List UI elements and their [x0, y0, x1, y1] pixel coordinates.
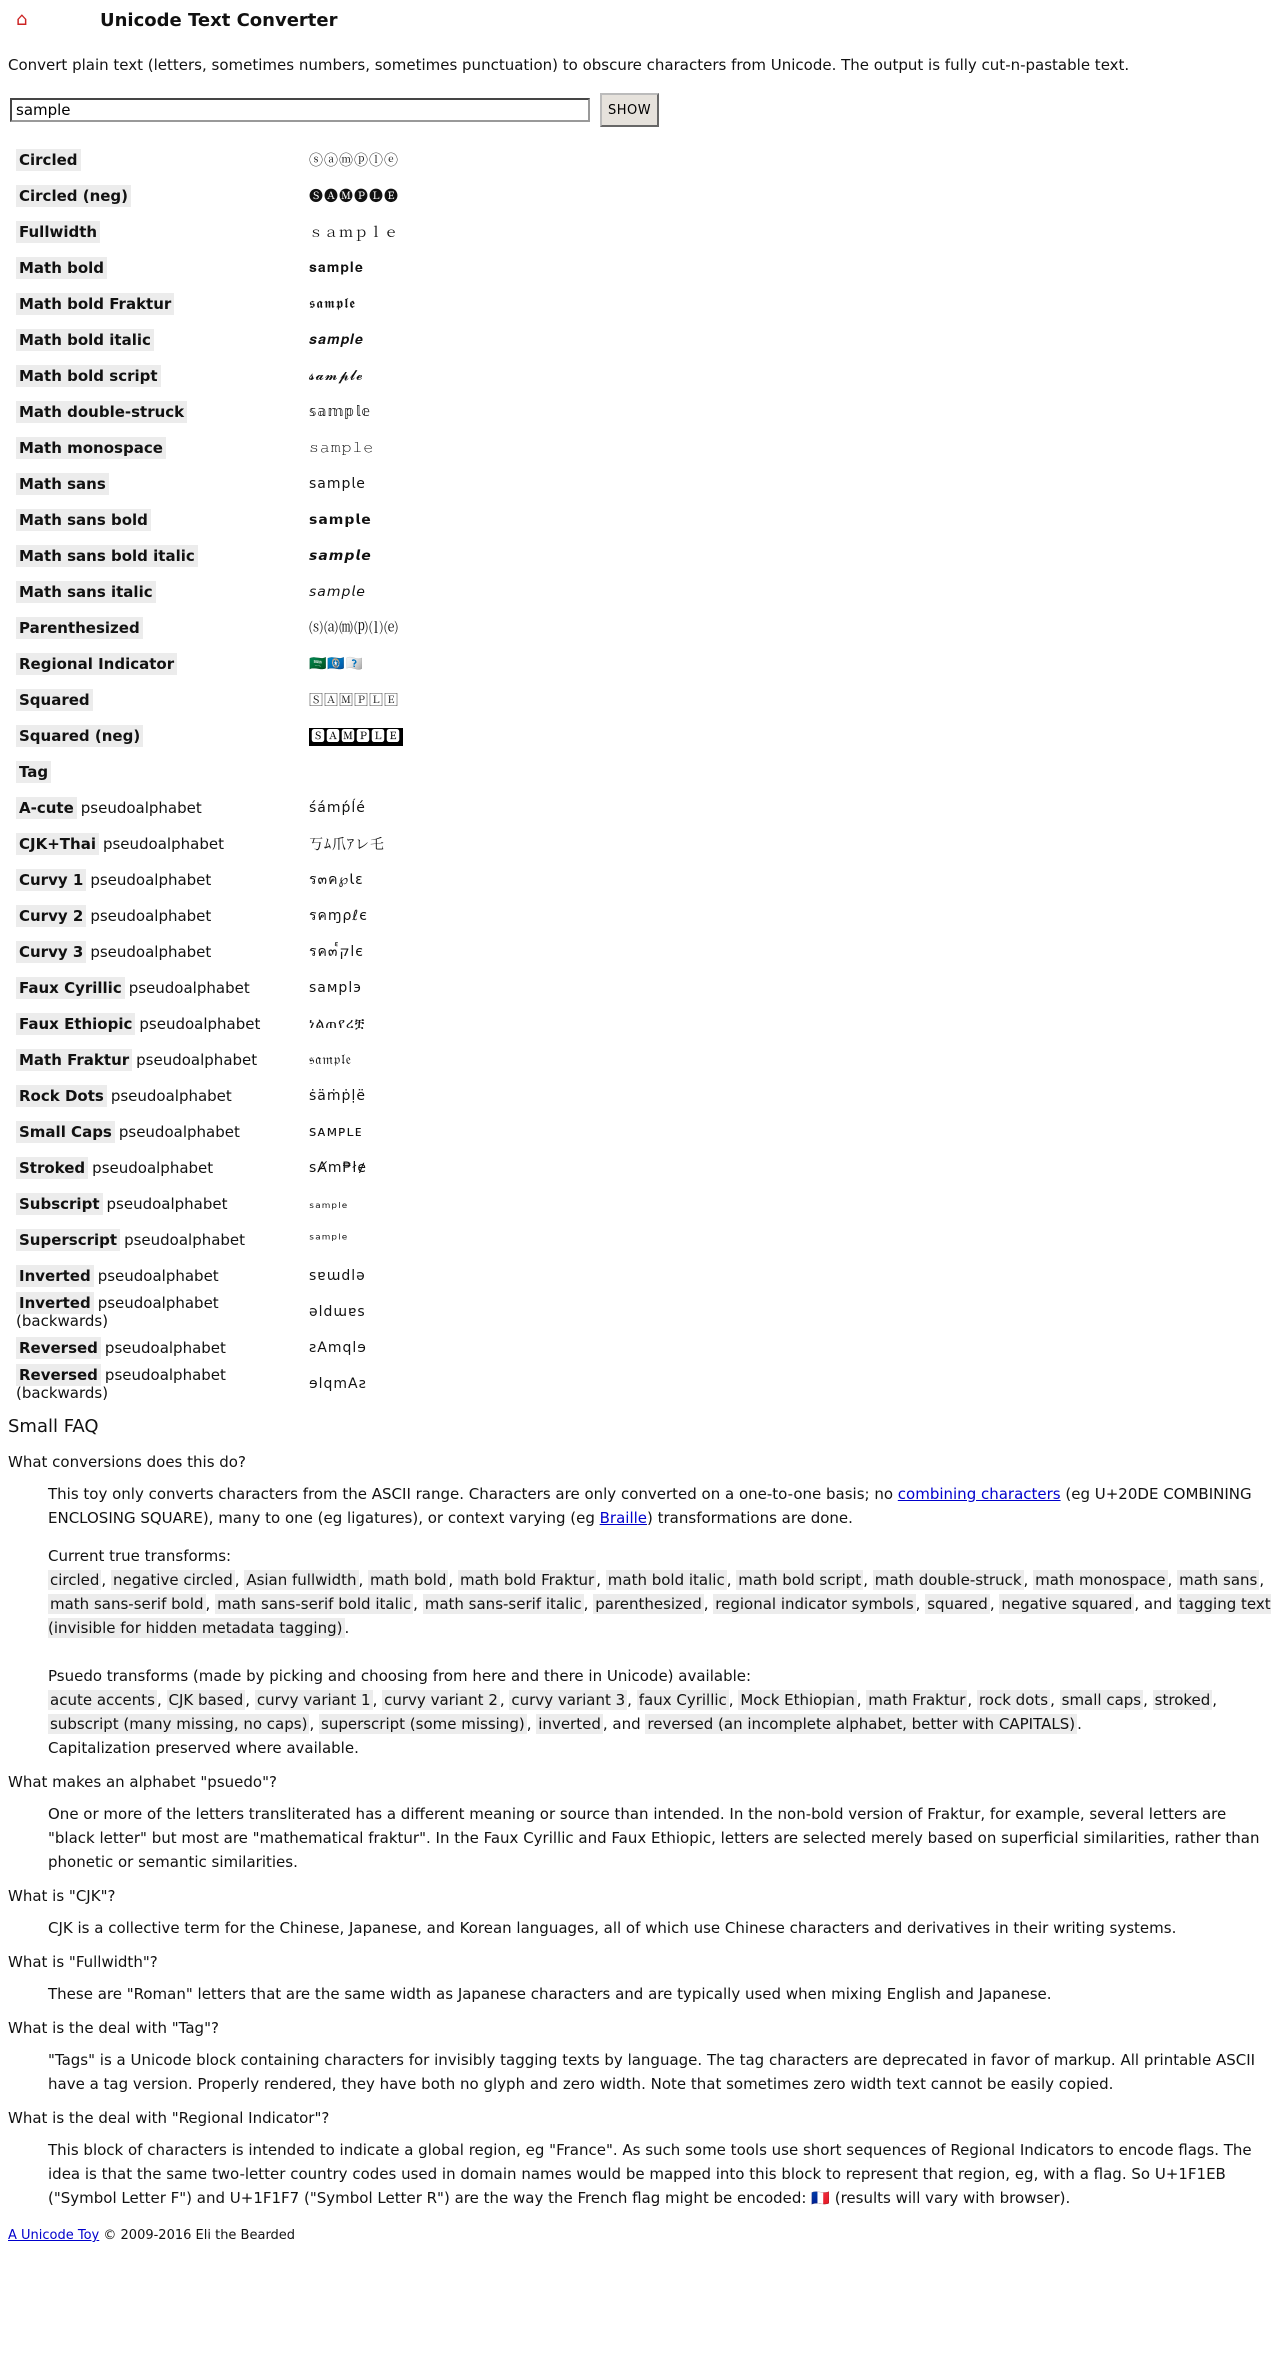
- result-output-cell: [309, 466, 403, 502]
- result-label: Math double-struck: [16, 401, 187, 423]
- result-row: [8, 646, 403, 682]
- result-row: [8, 1294, 403, 1330]
- transform-chip: faux Cyrillic: [638, 1691, 727, 1709]
- result-output[interactable]: 🆂🅰🅼🅿🅻🅴: [311, 729, 401, 745]
- transform-chip: circled: [50, 1571, 100, 1589]
- result-label-cell: [8, 1222, 309, 1258]
- faq-answer: One or more of the letters transliterated has a different meaning or source than intended. In the non-bold version of Fraktur, for example, several letters are "black letter" but most are "mathematical fraktur". In the Faux Cyrillic and Faux Ethiopic, letters are selected merely based on superficial similarities, rather than phonetic or semantic similarities.: [48, 1805, 1260, 1871]
- result-row: [8, 1222, 403, 1258]
- braille-link[interactable]: Braille: [599, 1509, 648, 1527]
- result-output[interactable]: รคɱρℓє: [309, 908, 368, 924]
- result-label-suffix: pseudoalphabet: [106, 1195, 228, 1213]
- result-label-cell: [8, 934, 309, 970]
- result-row: [8, 502, 403, 538]
- result-label-suffix: pseudoalphabet (backwards): [16, 1366, 226, 1402]
- combining-characters-link[interactable]: combining characters: [897, 1485, 1061, 1503]
- faq-answer: "Tags" is a Unicode block containing characters for invisibly tagging texts by language. The tag characters are deprecated in favor of markup. All printable ASCII have a tag version. Properly rendered, they have both no glyph and zero width. Note that sometimes zero width text cannot be easily copied.: [48, 2051, 1256, 2093]
- result-label: Circled (neg): [16, 185, 131, 207]
- result-label: Curvy 1: [16, 869, 86, 891]
- result-output[interactable]: 𝐬𝐚𝐦𝐩𝐥𝐞: [309, 260, 364, 276]
- faq-answer-paragraph: [48, 1482, 1272, 1530]
- result-output[interactable]: 𝘴𝘢𝘮𝘱𝘭𝘦: [309, 584, 366, 600]
- answer-text: (eg U+20DE COMBINING ENCLOSING SQUARE), many to one (eg ligatures), or context varying (eg: [48, 1485, 1252, 1527]
- result-row: [8, 358, 403, 394]
- answer-text: This toy only converts characters from the ASCII range. Characters are only converted on a one-to-one basis; no: [48, 1485, 898, 1503]
- result-label-suffix: pseudoalphabet: [118, 1123, 240, 1141]
- result-output[interactable]: รค๓ק๎lє: [309, 944, 364, 960]
- result-label-cell: [8, 394, 309, 430]
- faq-answer: These are "Roman" letters that are the same width as Japanese characters and are typically used when mixing English and Japanese.: [48, 1985, 1052, 2003]
- result-output[interactable]: 󠁳󠁡󠁭󠁰󠁬󠁥: [309, 764, 310, 780]
- result-output-cell: [309, 826, 403, 862]
- result-row: [8, 610, 403, 646]
- result-label-cell: [8, 862, 309, 898]
- result-output[interactable]: 𝒔𝒂𝒎𝒑𝒍𝒆: [309, 332, 364, 348]
- transform-chip: math Fraktur: [868, 1691, 966, 1709]
- result-output-cell: [309, 1078, 403, 1114]
- transform-chip: math sans-serif bold italic: [217, 1595, 412, 1613]
- transform-chip: math monospace: [1035, 1571, 1166, 1589]
- answer-text: (results will vary with browser).: [829, 2189, 1071, 2207]
- result-row: [8, 394, 403, 430]
- result-label-suffix: pseudoalphabet: [92, 1159, 214, 1177]
- result-label-cell: [8, 1150, 309, 1186]
- result-output-cell: [309, 934, 403, 970]
- footer: [8, 2228, 1272, 2253]
- result-output-cell: [309, 394, 403, 430]
- faq-answer: [48, 1482, 1272, 1760]
- text-input[interactable]: [10, 98, 590, 122]
- result-output[interactable]: ⒮⒜⒨⒫⒧⒠: [309, 621, 399, 637]
- result-label: Math sans italic: [16, 581, 156, 603]
- transform-chip: math sans: [1179, 1571, 1258, 1589]
- faq-title: Small FAQ: [8, 1416, 99, 1437]
- result-label: Inverted: [16, 1265, 94, 1287]
- result-label: Tag: [16, 761, 51, 783]
- result-output-cell: [309, 214, 403, 250]
- result-label-cell: [8, 502, 309, 538]
- result-label-cell: [8, 1006, 309, 1042]
- result-label-suffix: pseudoalphabet (backwards): [16, 1294, 219, 1330]
- result-label-cell: [8, 718, 309, 754]
- result-label-cell: [8, 1186, 309, 1222]
- result-label-cell: [8, 466, 309, 502]
- result-label: Small Caps: [16, 1121, 115, 1143]
- result-label-cell: [8, 610, 309, 646]
- transform-chip: superscript (some missing): [321, 1715, 525, 1733]
- result-label-suffix: pseudoalphabet: [90, 943, 212, 961]
- result-output-cell: [309, 1366, 403, 1402]
- result-output[interactable]: sɐɯdlǝ: [309, 1268, 366, 1284]
- result-label-cell: [8, 1042, 309, 1078]
- result-label: Math bold italic: [16, 329, 154, 351]
- result-row: [8, 1330, 403, 1366]
- result-label: Faux Cyrillic: [16, 977, 125, 999]
- result-label-cell: [8, 142, 309, 178]
- transform-chip: parenthesized: [595, 1595, 702, 1613]
- result-label-cell: [8, 1330, 309, 1366]
- result-output[interactable]: ₛₐₘₚₗₑ: [309, 1196, 349, 1212]
- result-label: Math bold Fraktur: [16, 293, 174, 315]
- result-row: [8, 826, 403, 862]
- faq-question: What makes an alphabet "psuedo"?: [8, 1773, 277, 1791]
- result-output[interactable]: ร๓ค℘Ɩɛ: [309, 872, 364, 888]
- result-output[interactable]: 丂ﾑ爪ｱレ乇: [309, 837, 385, 853]
- result-row: [8, 214, 403, 250]
- result-row: [8, 754, 403, 790]
- capitalization-note: Capitalization preserved where available.: [48, 1739, 359, 1757]
- result-output-cell: [309, 1222, 403, 1258]
- result-label-suffix: pseudoalphabet: [128, 979, 250, 997]
- result-label-cell: [8, 1366, 309, 1402]
- result-row: [8, 178, 403, 214]
- faq-answer-paragraph: [48, 1664, 1272, 1760]
- copyright-text: © 2009-2016 Eli the Bearded: [99, 2228, 296, 2243]
- result-row: [8, 970, 403, 1006]
- result-row: [8, 574, 403, 610]
- result-label-cell: [8, 574, 309, 610]
- result-output-cell: [309, 862, 403, 898]
- result-output-cell: [309, 1294, 403, 1330]
- faq-answer: [48, 2138, 1272, 2210]
- result-output-cell: [309, 1114, 403, 1150]
- result-row: [8, 898, 403, 934]
- result-label: Rock Dots: [16, 1085, 107, 1107]
- result-label: Math sans bold italic: [16, 545, 198, 567]
- result-label: Math sans: [16, 473, 109, 495]
- result-output[interactable]: sȺm₱łɇ: [309, 1160, 368, 1176]
- transform-chip: math sans-serif bold: [50, 1595, 204, 1613]
- true-transforms-list: circled , negative circled , Asian fullwidth , math bold , math bold Fraktur , math bold italic , math bold script , math double-struck , math monospace , math sans , math sans-serif bold , math sans-serif bold italic , math sans-serif italic , parenthesized , regional indicator symbols , squared , negative squared , and tagging text (invisible for hidden metadata tagging) .: [48, 1571, 1271, 1637]
- result-label-suffix: pseudoalphabet: [90, 871, 212, 889]
- result-output[interactable]: ǝldɯɐs: [309, 1304, 366, 1320]
- result-label: Faux Ethiopic: [16, 1013, 135, 1035]
- result-output-cell: [309, 610, 403, 646]
- result-output-cell: [309, 538, 403, 574]
- result-output-cell: [309, 1006, 403, 1042]
- result-output-cell: [309, 502, 403, 538]
- result-output[interactable]: 🅂🄰🄼🄿🄻🄴: [309, 693, 399, 709]
- result-row: [8, 538, 403, 574]
- result-label: Math bold: [16, 257, 107, 279]
- result-label-cell: [8, 538, 309, 574]
- result-label-suffix: pseudoalphabet: [104, 1339, 226, 1357]
- result-label: Fullwidth: [16, 221, 100, 243]
- result-output[interactable]: 🇸🇦🇲🇵🇱🇪: [309, 656, 365, 672]
- result-label-cell: [8, 286, 309, 322]
- transform-chip: curvy variant 3: [511, 1691, 626, 1709]
- result-label: Squared: [16, 689, 93, 711]
- result-output[interactable]: 𝙨𝙖𝙢𝙥𝙡𝙚: [309, 548, 372, 564]
- faq-answer-paragraph: [48, 1544, 1272, 1640]
- result-row: [8, 1006, 403, 1042]
- transform-chip: curvy variant 2: [384, 1691, 498, 1709]
- result-output-cell: [309, 286, 403, 322]
- result-output-cell: [309, 898, 403, 934]
- home-icon[interactable]: ⌂: [16, 9, 28, 30]
- transform-chip: stroked: [1154, 1691, 1211, 1709]
- result-label: Curvy 2: [16, 905, 86, 927]
- result-label-cell: [8, 322, 309, 358]
- result-label-suffix: pseudoalphabet: [90, 907, 212, 925]
- result-label: Math monospace: [16, 437, 166, 459]
- result-row: [8, 1186, 403, 1222]
- result-row: [8, 862, 403, 898]
- result-label: Superscript: [16, 1229, 120, 1251]
- result-row: [8, 1150, 403, 1186]
- result-row: [8, 250, 403, 286]
- result-row: [8, 1366, 403, 1402]
- transform-chip: subscript (many missing, no caps): [50, 1715, 308, 1733]
- result-row: [8, 1078, 403, 1114]
- transform-chip: Asian fullwidth: [246, 1571, 357, 1589]
- intro-text: Convert plain text (letters, sometimes numbers, sometimes punctuation) to obscure characters from Unicode. The output is fully cut-n-pastable text.: [8, 56, 1130, 74]
- transform-chip: small caps: [1061, 1691, 1142, 1709]
- result-label-cell: [8, 682, 309, 718]
- result-output-cell: [309, 1042, 403, 1078]
- result-output[interactable]: 🅢🅐🅜🅟🅛🅔: [309, 189, 399, 205]
- result-row: [8, 718, 403, 754]
- result-output-cell: [309, 790, 403, 826]
- result-output[interactable]: ｓａｍｐｌｅ: [309, 225, 399, 241]
- result-label-cell: [8, 646, 309, 682]
- result-label-cell: [8, 1258, 309, 1294]
- transform-chip: regional indicator symbols: [715, 1595, 914, 1613]
- result-output-cell: [309, 718, 403, 754]
- result-output[interactable]: ƨAmqlɘ: [309, 1340, 367, 1356]
- result-output[interactable]: ɘlqmAƨ: [309, 1376, 367, 1392]
- result-label-suffix: pseudoalphabet: [124, 1231, 246, 1249]
- result-label-cell: [8, 250, 309, 286]
- transform-chip: squared: [927, 1595, 988, 1613]
- result-label-cell: [8, 1078, 309, 1114]
- result-output[interactable]: 𝚜𝚊𝚖𝚙𝚕𝚎: [309, 440, 375, 456]
- header: [8, 0, 1272, 44]
- result-row: [8, 1114, 403, 1150]
- transform-chip: math bold italic: [607, 1571, 725, 1589]
- transform-chip: math bold: [370, 1571, 447, 1589]
- result-label: Squared (neg): [16, 725, 143, 747]
- result-output[interactable]: ꜱᴀᴍᴘʟᴇ: [309, 1124, 363, 1140]
- transform-chip: math bold Fraktur: [459, 1571, 595, 1589]
- transform-chip: negative squared: [1001, 1595, 1133, 1613]
- result-output[interactable]: ѕамрlэ: [309, 980, 362, 996]
- result-row: [8, 1258, 403, 1294]
- result-label: Reversed: [16, 1337, 101, 1359]
- result-label-cell: [8, 430, 309, 466]
- transform-chip: acute accents: [50, 1691, 155, 1709]
- result-row: [8, 286, 403, 322]
- results-table: [8, 142, 403, 1402]
- result-row: [8, 1042, 403, 1078]
- show-button[interactable]: SHOW: [600, 93, 659, 127]
- result-label-cell: [8, 1294, 309, 1330]
- french-flag: 🇫🇷: [811, 2189, 830, 2207]
- result-output-cell: [309, 646, 403, 682]
- faq-question: What is "Fullwidth"?: [8, 1953, 158, 1971]
- result-row: [8, 934, 403, 970]
- result-label-suffix: pseudoalphabet: [136, 1051, 258, 1069]
- true-transforms-heading: Current true transforms:: [48, 1547, 232, 1565]
- result-output[interactable]: ⓢⓐⓜⓟⓛⓔ: [309, 153, 399, 169]
- pseudo-transforms-heading: Psuedo transforms (made by picking and choosing from here and there in Unicode) available:: [48, 1667, 752, 1685]
- result-output[interactable]: 𝔰𝔞𝔪𝔭𝔩𝔢: [309, 1052, 353, 1068]
- result-output-cell: [309, 142, 403, 178]
- transform-chip: inverted: [538, 1715, 601, 1733]
- result-label-cell: [8, 754, 309, 790]
- transform-chip: Mock Ethiopian: [740, 1691, 855, 1709]
- result-label-cell: [8, 790, 309, 826]
- page-title: Unicode Text Converter: [100, 10, 338, 31]
- result-label: Circled: [16, 149, 81, 171]
- result-row: [8, 790, 403, 826]
- result-label: Reversed: [16, 1364, 101, 1386]
- result-output-cell: [309, 430, 403, 466]
- result-label: A-cute: [16, 797, 77, 819]
- result-label: Parenthesized: [16, 617, 143, 639]
- result-output[interactable]: 𝖘𝖆𝖒𝖕𝖑𝖊: [309, 296, 356, 312]
- result-output-cell: [309, 1330, 403, 1366]
- transform-chip: reversed (an incomplete alphabet, better with CAPITALS): [647, 1715, 1076, 1733]
- result-output-cell: [309, 754, 403, 790]
- transform-chip: CJK based: [168, 1691, 244, 1709]
- result-label: CJK+Thai: [16, 833, 99, 855]
- result-label-cell: [8, 1114, 309, 1150]
- faq-question: What is the deal with "Tag"?: [8, 2019, 219, 2037]
- result-label: Regional Indicator: [16, 653, 177, 675]
- result-output-cell: [309, 358, 403, 394]
- converter-form: [8, 92, 1272, 128]
- result-label-suffix: pseudoalphabet: [97, 1267, 219, 1285]
- result-output-cell: [309, 1150, 403, 1186]
- result-label-cell: [8, 898, 309, 934]
- faq-question: What is the deal with "Regional Indicator"?: [8, 2109, 330, 2127]
- result-row: [8, 466, 403, 502]
- result-output-cell: [309, 178, 403, 214]
- result-label: Curvy 3: [16, 941, 86, 963]
- transform-chip: math sans-serif italic: [424, 1595, 582, 1613]
- result-label: Math sans bold: [16, 509, 151, 531]
- result-output[interactable]: ነልጠየረቿ: [309, 1016, 366, 1032]
- transform-chip: math bold script: [738, 1571, 862, 1589]
- result-label: Math bold script: [16, 365, 161, 387]
- result-row: [8, 430, 403, 466]
- transform-chip: rock dots: [978, 1691, 1049, 1709]
- result-output[interactable]: ˢᵃᵐᵖˡᵉ: [309, 1232, 349, 1248]
- result-label: Inverted: [16, 1292, 94, 1314]
- result-output-cell: [309, 574, 403, 610]
- result-output[interactable]: 𝓼𝓪𝓶𝓹𝓵𝓮: [309, 368, 364, 384]
- result-label-cell: [8, 970, 309, 1006]
- result-label: Subscript: [16, 1193, 103, 1215]
- result-label-suffix: pseudoalphabet: [80, 799, 202, 817]
- transform-chip: tagging text (invisible for hidden metadata tagging): [48, 1595, 1271, 1637]
- result-row: [8, 682, 403, 718]
- result-output[interactable]: ṡäṁṗḷë: [309, 1088, 367, 1104]
- result-output[interactable]: 𝗌𝖺𝗆𝗉𝗅𝖾: [309, 476, 366, 492]
- result-row: [8, 142, 403, 178]
- result-output-cell: [309, 1258, 403, 1294]
- result-output-cell: [309, 250, 403, 286]
- transform-chip: math double-struck: [874, 1571, 1022, 1589]
- faq-question: What conversions does this do?: [8, 1453, 246, 1471]
- result-output-cell: [309, 322, 403, 358]
- result-label-cell: [8, 358, 309, 394]
- result-label-suffix: pseudoalphabet: [102, 835, 224, 853]
- result-output[interactable]: śámṕĺé: [309, 800, 366, 816]
- result-label-cell: [8, 178, 309, 214]
- result-label-cell: [8, 214, 309, 250]
- result-row: [8, 322, 403, 358]
- unicode-toy-link[interactable]: A Unicode Toy: [8, 2228, 100, 2243]
- result-output[interactable]: 𝘀𝗮𝗺𝗽𝗹𝗲: [309, 512, 372, 528]
- answer-text: This block of characters is intended to indicate a global region, eg "France". As such some tools use short sequences of Regional Indicators to encode flags. The idea is that the same two-letter country codes used in domain names would be mapped into this block to represent that region, eg, with a flag. So U+1F1EB ("Symbol Letter F") and U+1F1F7 ("Symbol Letter R") are the way the French flag might be encoded:: [48, 2141, 1252, 2207]
- result-label-suffix: pseudoalphabet: [110, 1087, 232, 1105]
- faq-question: What is "CJK"?: [8, 1887, 116, 1905]
- result-label-cell: [8, 826, 309, 862]
- result-label-suffix: pseudoalphabet: [139, 1015, 261, 1033]
- transform-chip: negative circled: [112, 1571, 233, 1589]
- result-output[interactable]: 𝕤𝕒𝕞𝕡𝕝𝕖: [309, 404, 371, 420]
- transform-chip: curvy variant 1: [256, 1691, 371, 1709]
- result-label: Stroked: [16, 1157, 88, 1179]
- result-output-cell: [309, 1186, 403, 1222]
- result-output-cell: [309, 682, 403, 718]
- pseudo-transforms-list: acute accents , CJK based , curvy variant 1 , curvy variant 2 , curvy variant 3 , faux Cyrillic , Mock Ethiopian , math Fraktur , rock dots , small caps , stroked , subscript (many missing, no caps) , superscript (some missing) , inverted , and reversed (an incomplete alphabet, better with CAPITALS) .: [50, 1691, 1218, 1733]
- answer-text: ) transformations are done.: [647, 1509, 853, 1527]
- result-output-cell: [309, 970, 403, 1006]
- result-label: Math Fraktur: [16, 1049, 132, 1071]
- faq-answer: CJK is a collective term for the Chinese, Japanese, and Korean languages, all of which use Chinese characters and derivatives in their writing systems.: [48, 1919, 1177, 1937]
